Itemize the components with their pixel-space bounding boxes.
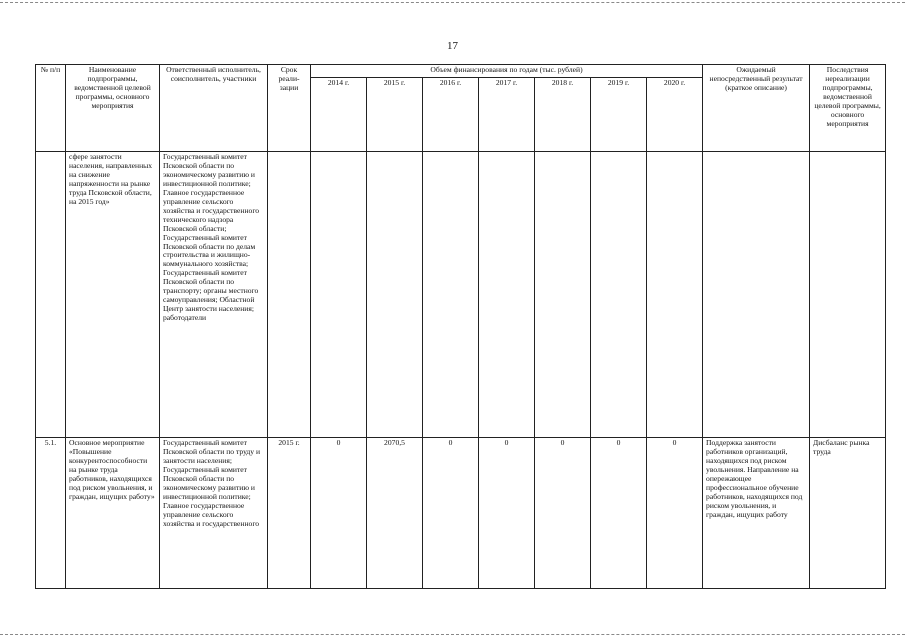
header-year: 2015 г. xyxy=(367,78,423,152)
table-row xyxy=(36,438,886,589)
table-row xyxy=(36,152,886,438)
row-value xyxy=(591,152,647,438)
header-year: 2018 г. xyxy=(535,78,591,152)
top-scan-edge xyxy=(0,2,905,3)
row-value xyxy=(647,152,703,438)
header-year: 2014 г. xyxy=(311,78,367,152)
page-number: 17 xyxy=(447,40,458,52)
row-value xyxy=(311,152,367,438)
header-term: Срок реали-зации xyxy=(268,65,311,152)
row-value: 0 xyxy=(535,438,591,589)
row-name: сфере занятости населения, направленных на снижение напряженности на рынке труда Псковской области, на 2015 год» xyxy=(66,152,160,438)
row-consequences: Дисбаланс рынка труда xyxy=(810,438,886,589)
header-num: № п/п xyxy=(36,65,66,152)
header-row-1 xyxy=(36,65,886,78)
funding-table xyxy=(35,64,886,589)
row-result xyxy=(703,152,810,438)
row-name: Основное мероприятие «Повышение конкурентоспособности на рынке труда работников, находящихся под риском увольнения, и граждан, ищущих работу» xyxy=(66,438,160,589)
row-value: 0 xyxy=(423,438,479,589)
header-year: 2020 г. xyxy=(647,78,703,152)
row-value: 2070,5 xyxy=(367,438,423,589)
header-name: Наименование подпрограммы, ведомственной целевой программы, основного мероприятия xyxy=(66,65,160,152)
header-executor: Ответственный исполнитель, соисполнитель, участники xyxy=(160,65,268,152)
bottom-scan-edge xyxy=(0,634,905,635)
row-num: 5.1. xyxy=(36,438,66,589)
row-value xyxy=(479,152,535,438)
row-executor: Государственный комитет Псковской области по экономическому развитию и инвестиционной политике; Главное государственное управление сельского хозяйства и государственного технического надзора Псковской области; Государственный комитет Псковской области по делам строительства и жилищно-коммунального хозяйства; Государственный комитет Псковской области по транспорту; органы местного самоуправления; Областной Центр занятости населения; работодатели xyxy=(160,152,268,438)
header-consequences: Последствия нереализации подпрограммы, ведомственной целевой программы, основного мероприятия xyxy=(810,65,886,152)
row-value: 0 xyxy=(479,438,535,589)
row-value xyxy=(367,152,423,438)
row-term xyxy=(268,152,311,438)
header-funding: Объем финансирования по годам (тыс. рублей) xyxy=(311,65,703,78)
row-value: 0 xyxy=(591,438,647,589)
header-year: 2019 г. xyxy=(591,78,647,152)
row-value xyxy=(535,152,591,438)
row-consequences xyxy=(810,152,886,438)
row-value: 0 xyxy=(311,438,367,589)
row-value: 0 xyxy=(647,438,703,589)
row-value xyxy=(423,152,479,438)
header-result: Ожидаемый непосредственный результат (краткое описание) xyxy=(703,65,810,152)
row-executor: Государственный комитет Псковской области по труду и занятости населения; Государственный комитет Псковской области по экономическому развитию и инвестиционной политике; Главное государственное управление сельского хозяйства и государственного xyxy=(160,438,268,589)
row-result: Поддержка занятости работников организаций, находящихся под риском увольнения. Направление на опережающее профессиональное обучение работников, находящихся под риском увольнения, и граждан, ищущих работу xyxy=(703,438,810,589)
header-year: 2016 г. xyxy=(423,78,479,152)
row-term: 2015 г. xyxy=(268,438,311,589)
row-num xyxy=(36,152,66,438)
header-year: 2017 г. xyxy=(479,78,535,152)
